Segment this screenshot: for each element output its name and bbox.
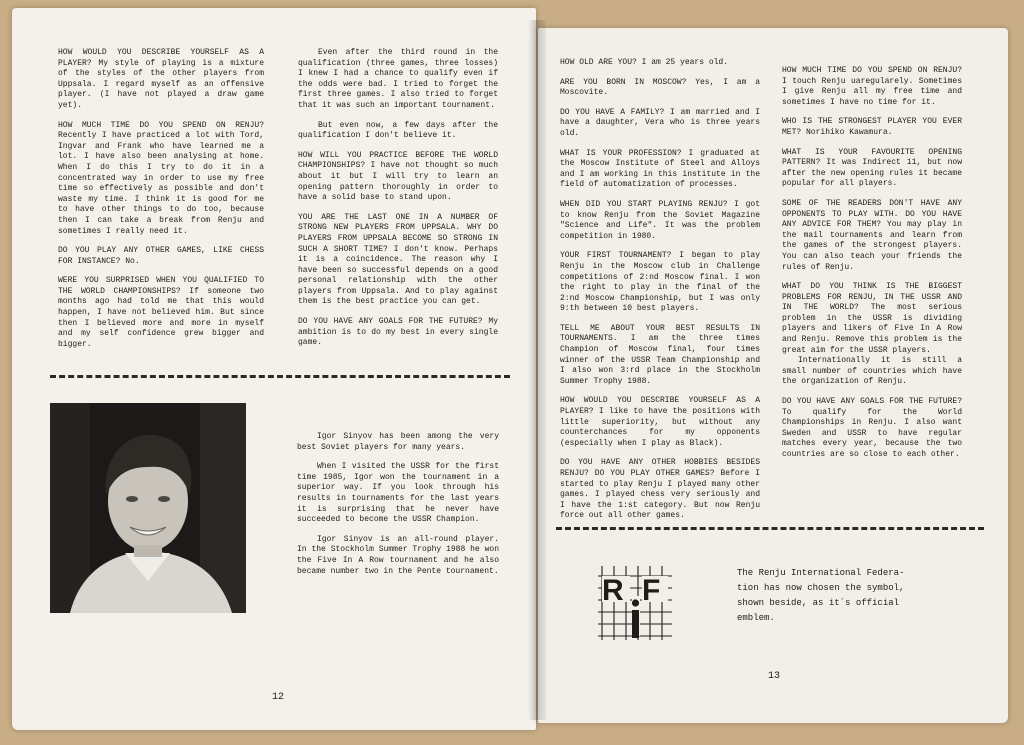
caption-line: emblem. xyxy=(737,613,775,623)
page-number-left: 12 xyxy=(272,692,285,703)
paragraph: DO YOU HAVE A FAMILY? I am married and I have a daughter, Vera who is three years old. xyxy=(560,107,760,138)
left-column-1 xyxy=(58,48,264,359)
portrait-photo xyxy=(50,403,246,613)
paragraph: DO YOU HAVE ANY GOALS FOR THE FUTURE? My ambition is to do my best in every single game. xyxy=(298,317,498,348)
right-column-2 xyxy=(782,66,962,470)
svg-text:F: F xyxy=(642,574,661,607)
paragraph: HOW WOULD YOU DESCRIBE YOURSELF AS A PLAYER? I like to have the positions with little superiority, but without any counterchances for my opponents (especially when I play as Black). xyxy=(560,396,760,448)
caption-line: shown beside, as it´s official xyxy=(737,598,900,608)
paragraph: WHO IS THE STRONGEST PLAYER YOU EVER MET? Norihiko Kawamura. xyxy=(782,117,962,137)
paragraph: HOW MUCH TIME DO YOU SPEND ON RENJU? I touch Renju uaregularely. Sometimes I give Renju all my free time and sometimes I have no time for it. xyxy=(782,66,962,107)
section-divider xyxy=(50,375,510,378)
paragraph: SOME OF THE READERS DON'T HAVE ANY OPPONENTS TO PLAY WITH. DO YOU HAVE ANY ADVICE FOR THEM? You may play in the mail tournaments and learn from the games of the strongest players. You can also teach your friends the rules of Renju. xyxy=(782,198,962,272)
emblem-caption xyxy=(737,566,937,626)
paragraph: YOU ARE THE LAST ONE IN A NUMBER OF STRONG NEW PLAYERS FROM UPPSALA. WHY DO PLAYERS FROM UPPSALA BECOME SO STRONG IN SUCH A SHORT TIME? I don't know. Perhaps it is a coincidence. The reason why I have been so successful depends on a good personal relationship with the other players from Uppsala. And to play against them is the best practice you can get. xyxy=(298,212,498,307)
paragraph: ARE YOU BORN IN MOSCOW? Yes, I am a Moscovite. xyxy=(560,77,760,98)
paragraph: HOW MUCH TIME DO YOU SPEND ON RENJU? Recently I have practiced a lot with Tord, Ingvar and Frank who have learned me a lot. I have also been analysing at home. When I do this I try to do it in a concentrated way in order to use my free time so effectively as possible and don't waste my time. I think it is good for me to have other things to do too, because then I can take a break from Renju and sometimes I really need it. xyxy=(58,120,264,236)
paragraph: WHEN DID YOU START PLAYING RENJU? I got to know Renju from the Soviet Magazine "Science and Life". It was the problem competition in 1980. xyxy=(560,199,760,241)
right-column-1 xyxy=(560,58,760,531)
page-number-right: 13 xyxy=(768,671,781,682)
rif-emblem-icon xyxy=(598,566,672,640)
paragraph: WHAT IS YOUR FAVOURITE OPENING PATTERN? It was Indirect 11, but now after the new opening rules it became popular for all players. xyxy=(782,147,962,189)
paragraph: Igor Sinyov has been among the very best Soviet players for many years. xyxy=(297,432,499,452)
paragraph: Igor Sinyov is an all-round player. In the Stockholm Summer Trophy 1988 he won the Five In A Row tournament and he also became number two in the Pente tournament. xyxy=(297,534,499,576)
paragraph: When I visited the USSR for the first time 1985, Igor won the tournament in a superior way. If you look through his results in tournaments for the last years it is surprising that he never have succeeded to become the USSR Champion. xyxy=(297,462,499,525)
portrait-image xyxy=(50,403,246,613)
paragraph: HOW WOULD YOU DESCRIBE YOURSELF AS A PLAYER? My style of playing is a mixture of the styles of the other players from Uppsala. I regard myself as an offensive player. (I have not played a draw game yet). xyxy=(58,48,264,110)
svg-text:R: R xyxy=(602,574,624,607)
left-column-2 xyxy=(298,48,498,358)
paragraph: YOUR FIRST TOURNAMENT? I began to play Renju in the Moscow club in Challenge competitions of 2:nd Moscow final. I won the right to play in the final of the 2:nd Moscow Championship, but I was only 9:th between 10 best players. xyxy=(560,251,760,314)
paragraph: WHAT DO YOU THINK IS THE BIGGEST PROBLEMS FOR RENJU, IN THE USSR AND IN THE WORLD? The most serious problem in the USSR is dividing players and likers of Five In A Row and Renju. Remove this problem is the great aim for the USSR players. xyxy=(782,282,962,355)
paragraph: Even after the third round in the qualification (three games, three losses) I knew I had a chance to qualify even if the odds were bad. I tried to forget the first three games. I also tried to forget that it was such an important tournament. xyxy=(298,48,498,110)
paragraph: HOW WILL YOU PRACTICE BEFORE THE WORLD CHAMPIONSHIPS? I have not thought so much about it but I will try to learn an opening pattern thoroughly in order to have a solid base to stand upon. xyxy=(298,150,498,203)
paragraph: DO YOU HAVE ANY GOALS FOR THE FUTURE? To qualify for the World Championships in Renju. I also want Sweden and USSR to have regular matches every year, because the two countries are so close to each other. xyxy=(782,397,962,459)
caption-line: tion has now chosen the symbol, xyxy=(737,583,905,593)
caption-line: The Renju International Federa- xyxy=(737,568,905,578)
book-gutter xyxy=(528,20,546,720)
paragraph: But even now, a few days after the qualification I don't believe it. xyxy=(298,120,498,141)
section-divider xyxy=(556,527,984,530)
paragraph: WERE YOU SURPRISED WHEN YOU QUALIFIED TO THE WORLD CHAMPIONSHIPS? If someone two months ago had told me that this would happen, I have not believed him. But since then I believed more and more in myself and my self confidence grew bigger and bigger. xyxy=(58,276,264,349)
paragraph: DO YOU PLAY ANY OTHER GAMES, LIKE CHESS FOR INSTANCE? No. xyxy=(58,246,264,266)
paragraph: Internationally it is still a small number of countries which have the organization of Renju. xyxy=(782,356,962,387)
bio-text xyxy=(297,432,499,586)
paragraph: HOW OLD ARE YOU? I am 25 years old. xyxy=(560,58,729,67)
paragraph: DO YOU HAVE ANY OTHER HOBBIES BESIDES RENJU? DO YOU PLAY OTHER GAMES? Before I started to play Renju I played many other games. I played chess very seriously and I have the 1:st category. But now Renju force out all other games. xyxy=(560,458,760,521)
paragraph: WHAT IS YOUR PROFESSION? I graduated at the Moscow Institute of Steel and Alloys and I am working in this institute in the field of automatization of processes. xyxy=(560,148,760,190)
paragraph: TELL ME ABOUT YOUR BEST RESULTS IN TOURNAMENTS. I am the three times Champion of Moscow final, four times winner of the USSR Team Championship and I also won 3:rd place in the Stockholm Summer Trophy 1988. xyxy=(560,323,760,386)
